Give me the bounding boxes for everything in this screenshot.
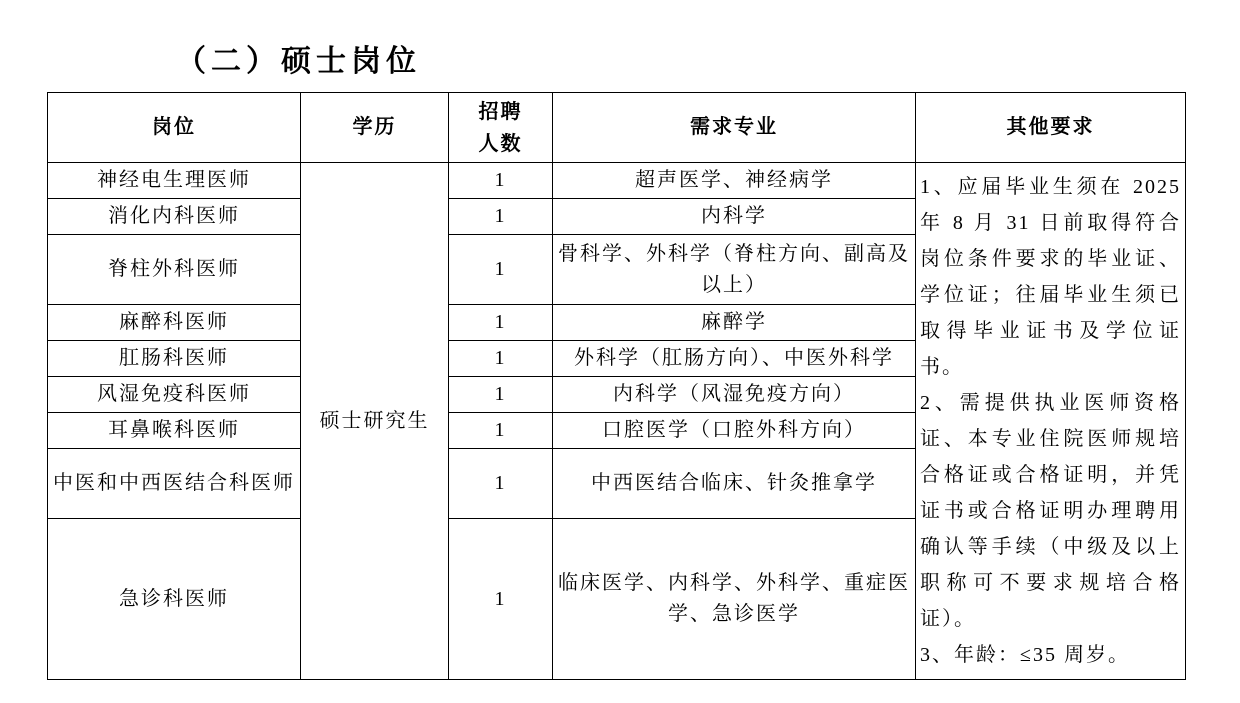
requirement-item: 3、年龄：≤35 周岁。 — [920, 644, 1130, 666]
cell-major: 口腔医学（口腔外科方向） — [553, 413, 916, 449]
cell-position: 神经电生理医师 — [48, 163, 301, 199]
cell-count: 1 — [449, 305, 553, 341]
cell-count: 1 — [449, 377, 553, 413]
cell-major: 临床医学、内科学、外科学、重症医学、急诊医学 — [553, 519, 916, 680]
cell-count: 1 — [449, 199, 553, 235]
cell-position: 麻醉科医师 — [48, 305, 301, 341]
cell-position: 风湿免疫科医师 — [48, 377, 301, 413]
header-education: 学历 — [301, 93, 449, 163]
requirement-item: 2、需提供执业医师资格证、本专业住院医师规培合格证或合格证明，并凭证书或合格证明办理聘用确认等手续（中级及以上职称可不要求规培合格证）。 — [920, 392, 1181, 630]
cell-position: 耳鼻喉科医师 — [48, 413, 301, 449]
cell-major: 超声医学、神经病学 — [553, 163, 916, 199]
section-title: （二）硕士岗位 — [176, 45, 421, 78]
cell-major: 外科学（肛肠方向）、中医外科学 — [553, 341, 916, 377]
cell-position: 消化内科医师 — [48, 199, 301, 235]
cell-position: 中医和中西医结合科医师 — [48, 449, 301, 519]
cell-count: 1 — [449, 519, 553, 680]
header-position: 岗位 — [48, 93, 301, 163]
table-header-row — [48, 93, 1186, 163]
cell-position: 急诊科医师 — [48, 519, 301, 680]
cell-major: 内科学 — [553, 199, 916, 235]
cell-major: 麻醉学 — [553, 305, 916, 341]
cell-count: 1 — [449, 413, 553, 449]
cell-position: 肛肠科医师 — [48, 341, 301, 377]
cell-count: 1 — [449, 341, 553, 377]
cell-count: 1 — [449, 449, 553, 519]
header-headcount: 招聘人数 — [449, 93, 553, 163]
cell-count: 1 — [449, 235, 553, 305]
cell-position: 脊柱外科医师 — [48, 235, 301, 305]
cell-major: 内科学（风湿免疫方向） — [553, 377, 916, 413]
table-row — [48, 163, 1186, 199]
cell-other-requirements — [916, 163, 1186, 680]
cell-education-merged: 硕士研究生 — [301, 163, 449, 680]
cell-major: 骨科学、外科学（脊柱方向、副高及以上） — [553, 235, 916, 305]
requirement-item: 1、应届毕业生须在 2025 年 8 月 31 日前取得符合岗位条件要求的毕业证、学位证；往届毕业生须已取得毕业证书及学位证书。 — [920, 176, 1181, 378]
cell-count: 1 — [449, 163, 553, 199]
cell-major: 中西医结合临床、针灸推拿学 — [553, 449, 916, 519]
header-other: 其他要求 — [916, 93, 1186, 163]
header-major: 需求专业 — [553, 93, 916, 163]
recruitment-table — [47, 92, 1186, 680]
